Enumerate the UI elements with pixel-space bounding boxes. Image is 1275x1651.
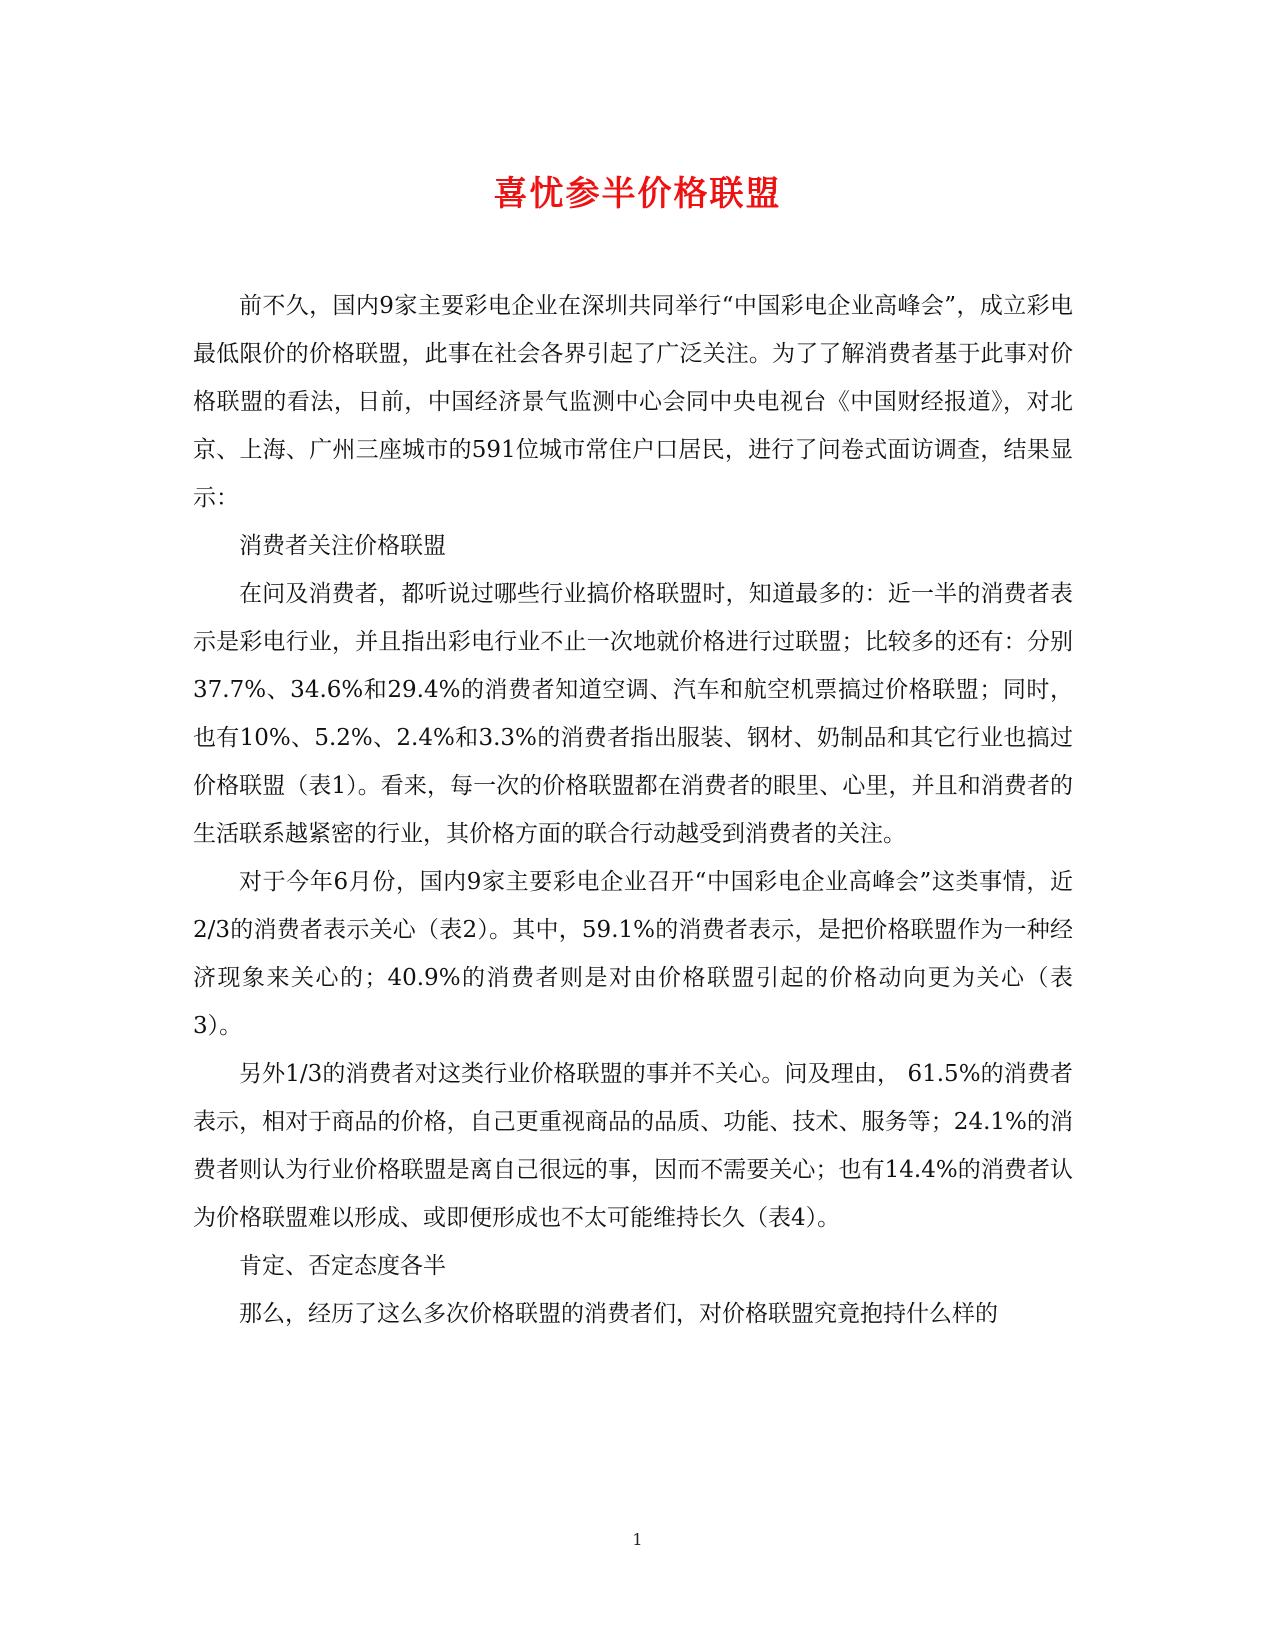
document-body <box>193 282 1073 1338</box>
section-heading-attention: 消费者关注价格联盟 <box>239 533 446 559</box>
page-number: 1 <box>632 1530 643 1549</box>
paragraph-intro: 前不久，国内9家主要彩电企业在深圳共同举行“中国彩电企业高峰会”，成立彩电最低限价的价格联盟，此事在社会各界引起了广泛关注。为了了解消费者基于此事对价格联盟的看法，日前，中国经济景气监测中心会同中央电视台《中国财经报道》，对北京、上海、广州三座城市的591位城市常住户口居民，进行了问卷式面访调查，结果显示： <box>193 293 1073 511</box>
paragraph-unconcerned: 另外1/3的消费者对这类行业价格联盟的事并不关心。问及理由， 61.5%的消费者表示，相对于商品的价格，自己更重视商品的品质、功能、技术、服务等；24.1%的消费者则认为行业价格联盟是离自己很远的事，因而不需要关心；也有14.4%的消费者认为价格联盟难以形成、或即便形成也不太可能维持长久（表4）。 <box>193 1061 1073 1231</box>
document-title: 喜忧参半价格联盟 <box>493 174 782 214</box>
section-heading-attitude: 肯定、否定态度各半 <box>239 1253 446 1279</box>
paragraph-attitude: 那么，经历了这么多次价格联盟的消费者们，对价格联盟究竟抱持什么样的 <box>239 1301 998 1327</box>
paragraph-industries: 在问及消费者，都听说过哪些行业搞价格联盟时，知道最多的：近一半的消费者表示是彩电行业，并且指出彩电行业不止一次地就价格进行过联盟；比较多的还有：分别37.7%、34.6%和29.4%的消费者知道空调、汽车和航空机票搞过价格联盟；同时，也有10%、5.2%、2.4%和3.3%的消费者指出服装、钢材、奶制品和其它行业也搞过价格联盟（表1）。看来，每一次的价格联盟都在消费者的眼里、心里，并且和消费者的生活联系越紧密的行业，其价格方面的联合行动越受到消费者的关注。 <box>193 581 1073 847</box>
paragraph-concern: 对于今年6月份，国内9家主要彩电企业召开“中国彩电企业高峰会”这类事情，近2/3的消费者表示关心（表2）。其中，59.1%的消费者表示，是把价格联盟作为一种经济现象来关心的；40.9%的消费者则是对由价格联盟引起的价格动向更为关心（表3）。 <box>193 869 1073 1039</box>
